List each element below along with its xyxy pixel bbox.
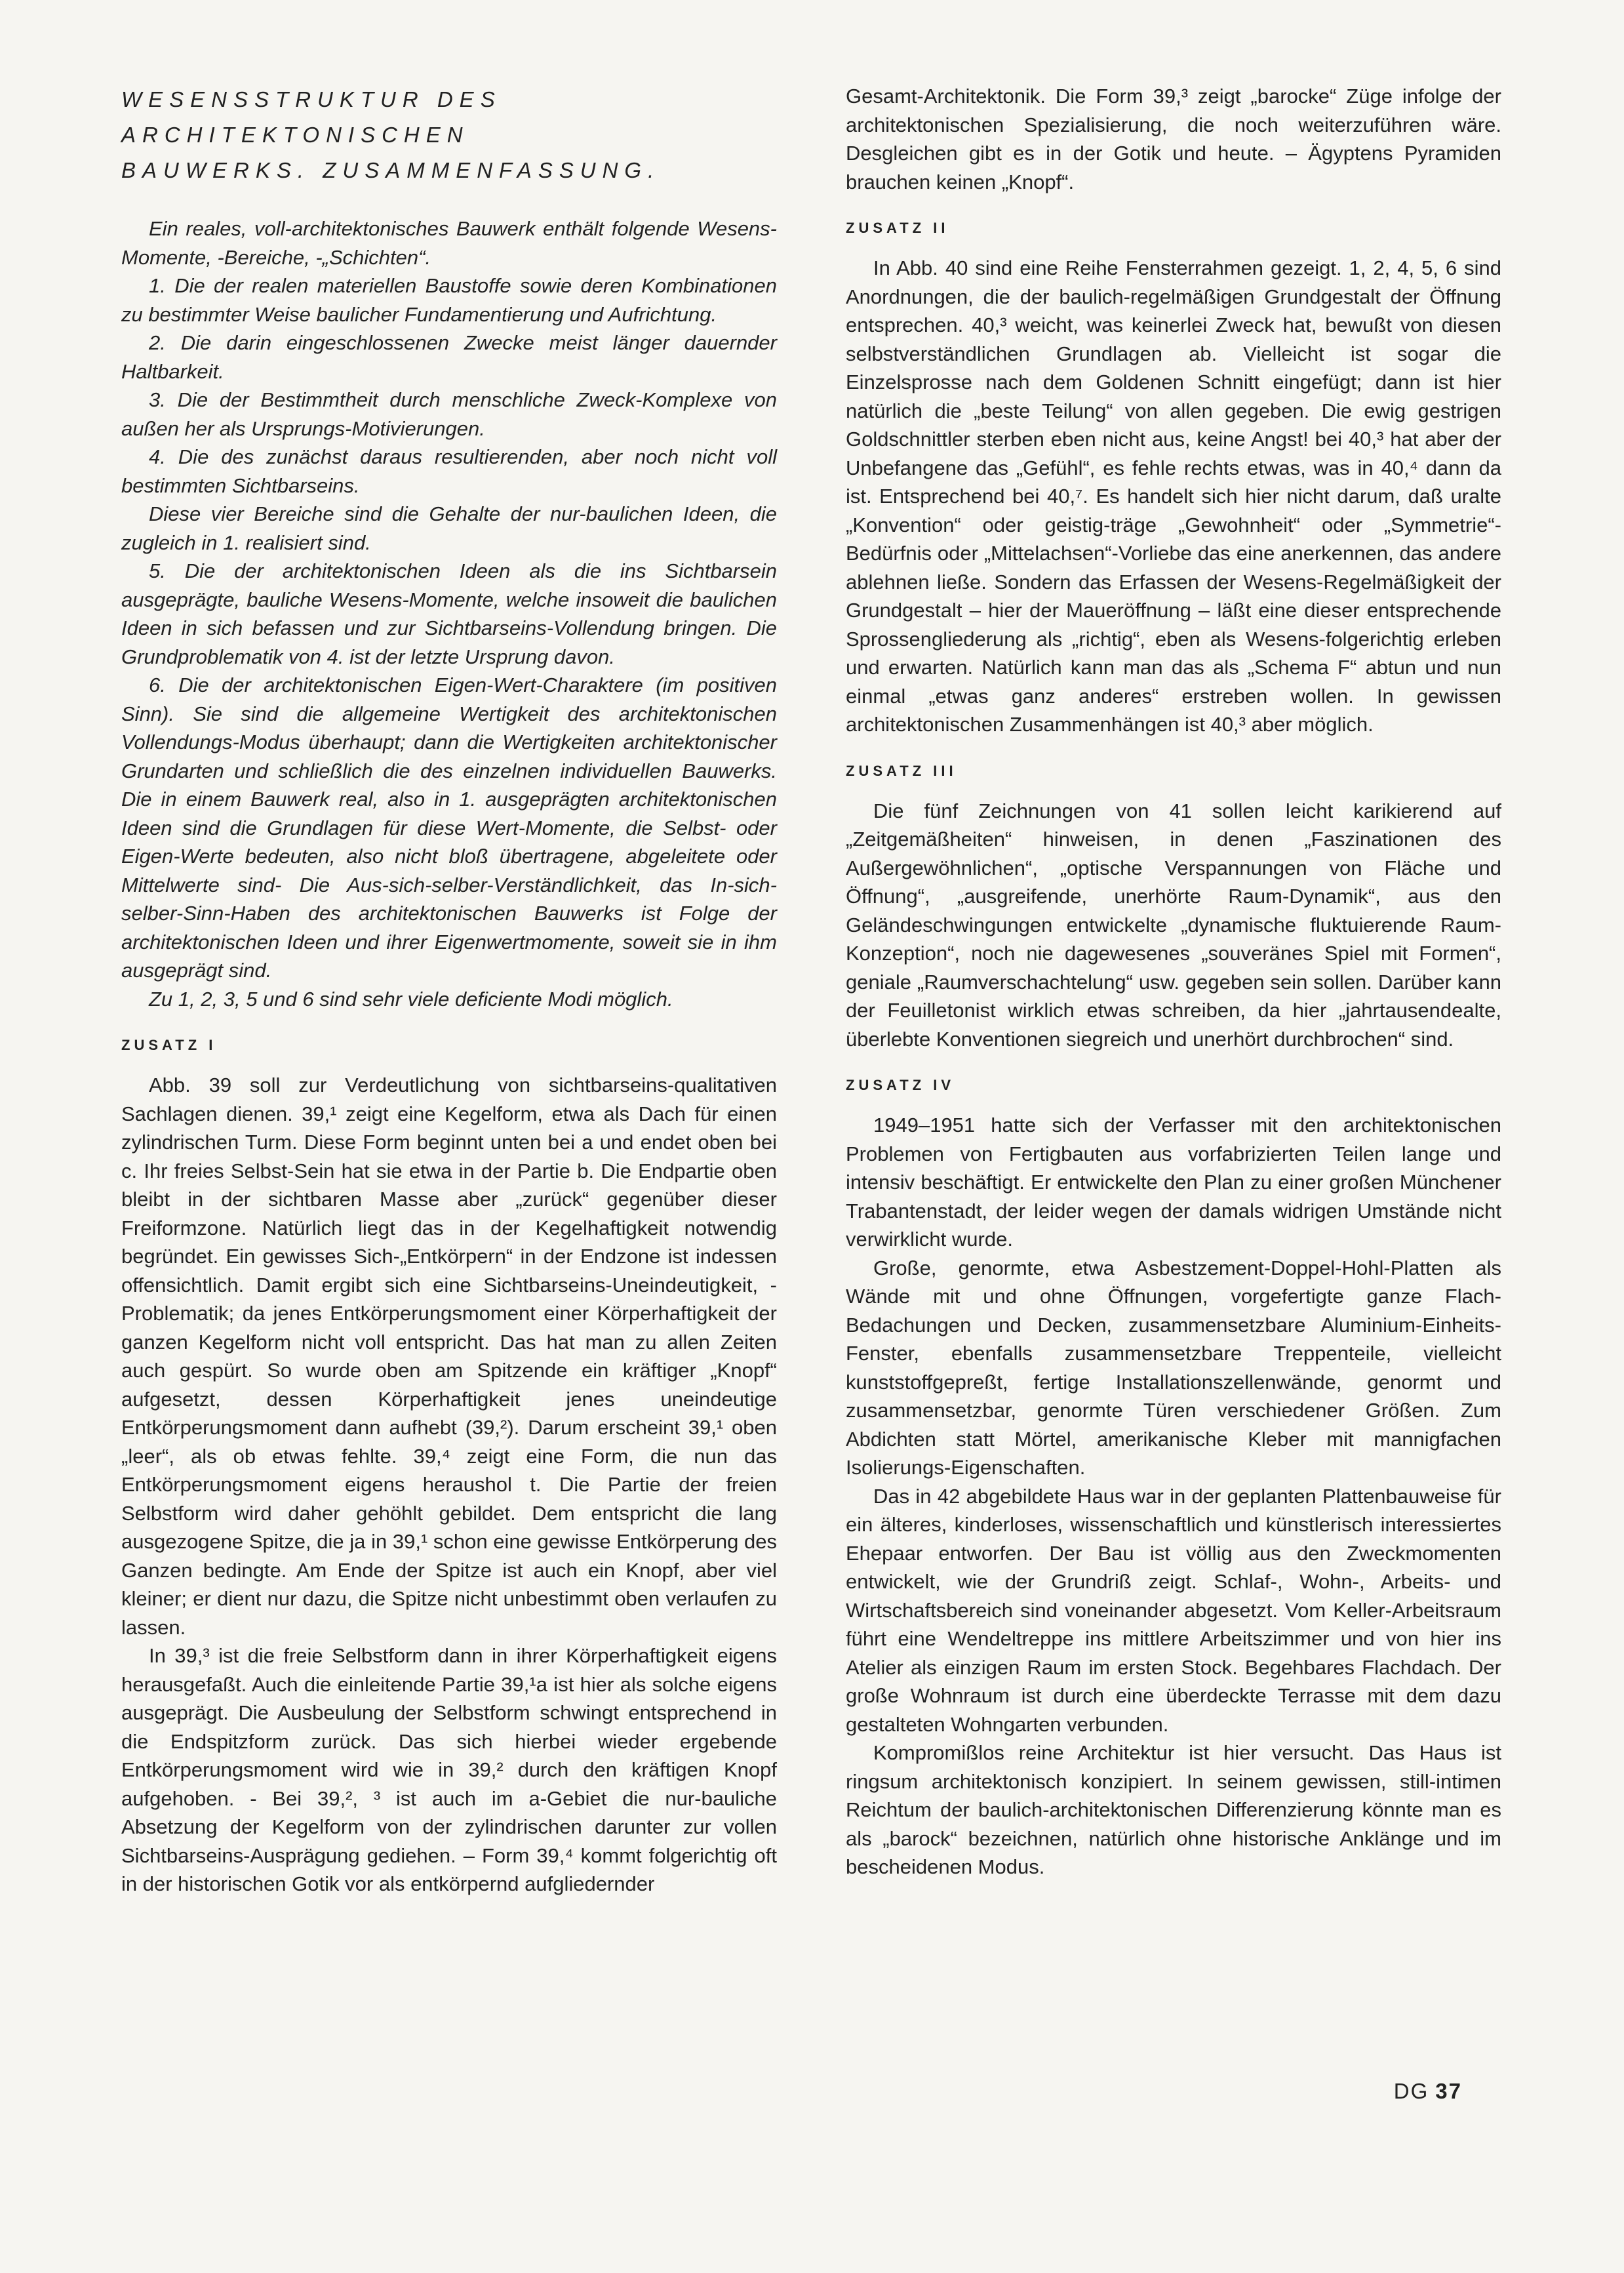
summary-paragraph: 3. Die der Bestimmtheit durch menschliche Zweck-Komplexe von außen her als Ursprungs-Motivierungen. (121, 388, 777, 440)
zusatz-2-heading: ZUSATZ II (846, 220, 949, 236)
page-footer (1394, 2079, 1462, 2104)
summary-paragraph: Ein reales, voll-architektonisches Bauwerk enthält folgende Wesens-Momente, -Bereiche, -„Schichten“. (121, 217, 777, 269)
summary-paragraph: Zu 1, 2, 3, 5 und 6 sind sehr viele deficiente Modi möglich. (149, 987, 673, 1011)
zusatz-3-heading: ZUSATZ III (846, 762, 957, 779)
zusatz-1-paragraph: In 39,³ ist die freie Selbstform dann in ihrer Körperhaftigkeit eigens herausgefaßt. Auch die einleitende Partie 39,¹a ist hier als solche eigens ausgeprägt. Die Ausbeulung der Selbstform schwingt entsprechend in die Endspitzform zurück. Das sich hierbei wieder ergebende Entkörperungsmoment wird wie in 39,² durch den kräftigen Knopf aufgehoben. - Bei 39,², ³ ist auch im a-Gebiet die nur-bauliche Absetzung der Kegelform von der zylindrischen darunter zur vollen Sichtbarseins-Ausprägung gediehen. – Form 39,⁴ kommt folgerichtig oft in der historischen Gotik vor als entkörpernd aufgliedernder (121, 1644, 777, 1895)
summary-block (121, 214, 777, 1013)
journal-label: DG (1393, 2079, 1429, 2103)
left-column (121, 82, 777, 1899)
title-line-2: BAUWERKS. ZUSAMMENFASSUNG. (121, 158, 661, 182)
summary-paragraph: 1. Die der realen materiellen Baustoffe sowie deren Kombinationen zu bestimmter Weise baulicher Fundamentierung und Aufrichtung. (121, 274, 777, 326)
page-number: 37 (1435, 2079, 1462, 2103)
summary-paragraph: 6. Die der architektonischen Eigen-Wert-Charaktere (im positiven Sinn). Sie sind die allgemeine Wertigkeit des architektonischen Vollendungs-Modus überhaupt; dann die Wertigkeiten architektonischer Grundarten und schließlich die des einzelnen individuellen Bauwerks. Die in einem Bauwerk real, also in 1. ausgeprägten architektonischen Ideen sind die Grundlagen für diese Wert-Momente, die Selbst- oder Eigen-Werte bedeuten, also nicht bloß übertragene, abgeleitete oder Mittelwerte sind- Die Aus-sich-selber-Verständlichkeit, das In-sich-selber-Sinn-Haben des architektonischen Bauwerks ist Folge der architektonischen Ideen und ihrer Eigenwertmomente, soweit sie in ihm ausgeprägt sind. (121, 674, 777, 982)
zusatz-4-heading: ZUSATZ IV (846, 1077, 955, 1093)
zusatz-4-paragraph: Große, genormte, etwa Asbestzement-Doppel-Hohl-Platten als Wände mit und ohne Öffnungen, vorgefertigte ganze Flach-Bedachungen und Decken, zusammensetzbare Aluminium-Einheits-Fenster, ebenfalls zusammensetzbare Treppenteile, vielleicht kunststoffgepreßt, fertige Installationszellenwände, genormt und zusammensetzbar, genormte Türen verschiedener Größen. Zum Abdichten statt Mörtel, amerikanische Kleber mit mannigfachen Isolierungs-Eigenschaften. (846, 1256, 1501, 1479)
zusatz-4-paragraph: Kompromißlos reine Architektur ist hier versucht. Das Haus ist ringsum architektonisch konzipiert. In seinem gewissen, still-intimen Reichtum der baulich-architektonischen Differenzierung könnte man es als „barock“ bezeichnen, natürlich ohne historische Anklänge und im bescheidenen Modus. (846, 1741, 1501, 1878)
zusatz-2-paragraph: In Abb. 40 sind eine Reihe Fensterrahmen gezeigt. 1, 2, 4, 5, 6 sind Anordnungen, die der baulich-regelmäßigen Grundgestalt der Öffnung entsprechen. 40,³ weicht, was keinerlei Zweck hat, bewußt von diesen selbstverständlichen Grundlagen ab. Vielleicht ist sogar die Einzelsprosse nach dem Goldenen Schnitt eingefügt; dann ist hier natürlich die „beste Teilung“ von allen gegeben. Die ewig gestrigen Goldschnittler sterben eben nicht aus, keine Angst! bei 40,³ hat aber der Unbefangene das „Gefühl“, es fehle rechts etwas, was in 40,⁴ dann da ist. Entsprechend bei 40,⁷. Es handelt sich hier nicht darum, daß uralte „Konvention“ oder geistig-träge „Gewohnheit“ oder „Symmetrie“-Bedürfnis oder „Mittelachsen“-Vorliebe das eine anerkennen, das andere ablehnen ließe. Sondern das Erfassen der Wesens-Regelmäßigkeit der Grundgestalt – hier der Maueröffnung – läßt eine dieser entsprechende Sprossengliederung als „richtig“, eben als Wesens-folgerichtig erleben und erwarten. Natürlich kann man das als „Schema F“ abtun und nun einmal „etwas ganz anderes“ erstreben wollen. In gewissen architektonischen Zusammenhängen ist 40,³ aber möglich. (846, 256, 1501, 736)
zusatz-3-paragraph: Die fünf Zeichnungen von 41 sollen leicht karikierend auf „Zeitgemäßheiten“ hinweisen, in denen „Faszinationen des Außergewöhnlichen“, „optische Verspannungen von Fläche und Öffnung“, „ausgreifende, unerhörte Raum-Dynamik“, aus den Geländeschwingungen entwickelte „dynamische fluktuierende Raum-Konzeption“, noch nie dagewesenes „souveränes Spiel mit Formen“, geniale „Raumverschachtelung“ usw. gegeben sein sollen. Darüber kann der Feuilletonist wirklich etwas schreiben, da hier „jahrtausendealte, überlebte Konventionen siegreich und unerhört durchbrochen“ sind. (846, 799, 1501, 1051)
zusatz-4-paragraph: Das in 42 abgebildete Haus war in der geplanten Plattenbauweise für ein älteres, kinderloses, wissenschaftlich und künstlerisch interessiertes Ehepaar entworfen. Der Bau ist völlig aus den Zweckmomenten entwickelt, wie der Grundriß zeigt. Schlaf-, Wohn-, Arbeits- und Wirtschaftsbereich sind voneinander abgesetzt. Vom Keller-Arbeitsraum führt eine Wendeltreppe ins mittlere Arbeitszimmer und von hier ins Atelier als einzigen Raum im ersten Stock. Begehbares Flachdach. Der große Wohnraum ist durch eine überdeckte Terrasse mit dem dazu gestalteten Wohngarten verbunden. (846, 1484, 1501, 1736)
title-line-1: WESENSSTRUKTUR DES ARCHITEKTONISCHEN (121, 87, 502, 147)
summary-paragraph: 5. Die der architektonischen Ideen als die ins Sichtbarsein ausgeprägte, bauliche Wesens-Momente, welche insoweit die baulichen Ideen in sich befassen und zur Sichtbarseins-Vollendung bringen. Die Grundproblematik von 4. ist der letzte Ursprung davon. (121, 559, 777, 668)
summary-paragraph: Diese vier Bereiche sind die Gehalte der nur-baulichen Ideen, die zugleich in 1. realisiert sind. (121, 502, 777, 554)
right-column (846, 82, 1501, 1881)
summary-paragraph: 4. Die des zunächst daraus resultierenden, aber noch nicht voll bestimmten Sichtbarseins. (121, 445, 777, 497)
zusatz-4-paragraph: 1949–1951 hatte sich der Verfasser mit den architektonischen Problemen von Fertigbauten aus vorfabrizierten Teilen lange und intensiv beschäftigt. Er entwickelte den Plan zu einer großen Münchener Trabantenstadt, der leider wegen der damals widrigen Umstände nicht verwirklicht wurde. (846, 1114, 1501, 1251)
right-intro-paragraph: Gesamt-Architektonik. Die Form 39,³ zeigt „barocke“ Züge infolge der architektonischen Spezialisierung, die noch weiterzuführen wäre. Desgleichen gibt es in der Gotik und heute. – Ägyptens Pyramiden brauchen keinen „Knopf“. (846, 85, 1501, 193)
article-title (121, 82, 777, 188)
summary-paragraph: 2. Die darin eingeschlossenen Zwecke meist länger dauernder Haltbarkeit. (121, 331, 777, 383)
zusatz-1-paragraph: Abb. 39 soll zur Verdeutlichung von sichtbarseins-qualitativen Sachlagen dienen. 39,¹ zeigt eine Kegelform, etwa als Dach für einen zylindrischen Turm. Diese Form beginnt unten bei a und endet oben bei c. Ihr freies Selbst-Sein hat sie etwa in der Partie b. Die Endpartie oben bleibt in der sichtbaren Masse aber „zurück“ gegenüber dieser Freiformzone. Natürlich liegt das in der Kegelhaftigkeit notwendig begründet. Ein gewisses Sich-„Entkörpern“ in der Endzone ist indessen offensichtlich. Damit ergibt sich eine Sichtbarseins-Uneindeutigkeit, -Problematik; da jenes Entkörperungsmoment einer Körperhaftigkeit der ganzen Kegelform nicht voll entspricht. Das hat man zu allen Zeiten auch gespürt. So wurde oben am Spitzende ein kräftiger „Knopf“ aufgesetzt, dessen Körperhaftigkeit jenes uneindeutige Entkörperungsmoment dann aufhebt (39,²). Darum erscheint 39,¹ oben „leer“, als ob etwas fehlte. 39,⁴ zeigt eine Form, die nun das Entkörperungsmoment eigens heraushol t. Die Partie der freien Selbstform wird daher gehöhlt gebildet. Dem entspricht die lang ausgezogene Spitze, die ja in 39,¹ schon eine gewisse Entkörperung des Ganzen bedingte. Am Ende der Spitze ist auch ein Knopf, aber viel kleiner; er dient nur dazu, die Spitze nicht unbestimmt oben verlaufen zu lassen. (121, 1074, 777, 1639)
zusatz-1-heading: ZUSATZ I (121, 1037, 217, 1053)
